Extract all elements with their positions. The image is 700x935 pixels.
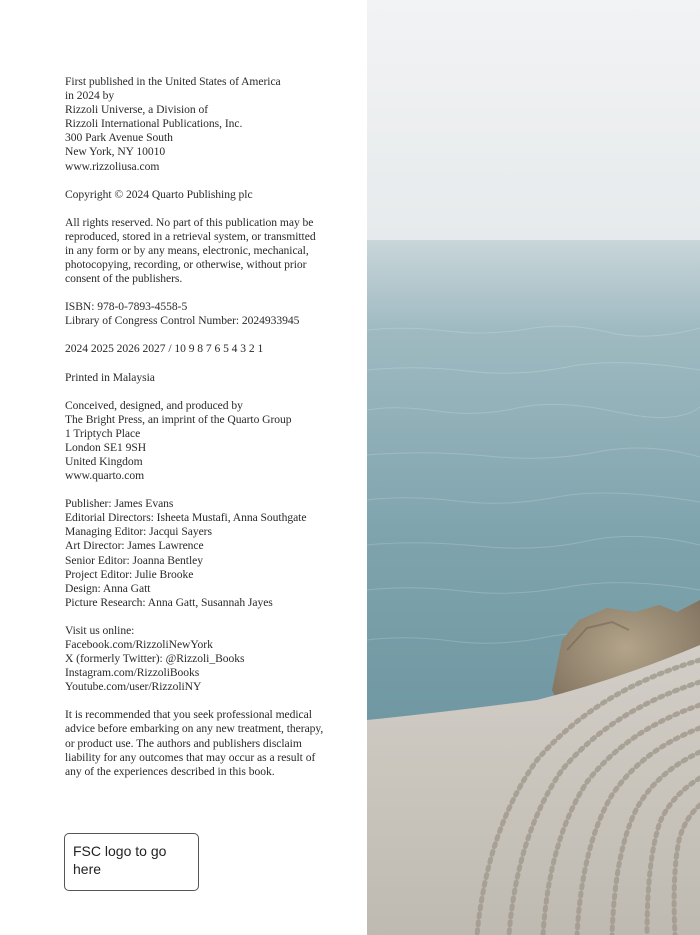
credit-line: Editorial Directors: Isheeta Mustafi, Anna Southgate: [65, 511, 307, 525]
youtube-link: Youtube.com/user/RizzoliNY: [65, 680, 202, 694]
fsc-logo-placeholder: [64, 833, 199, 891]
credit-line: Project Editor: Julie Brooke: [65, 567, 194, 581]
isbn-info: [65, 300, 355, 328]
rights-line: photocopying, recording, or otherwise, without prior: [65, 258, 307, 272]
credit-line: Picture Research: Anna Gatt, Susannah Jayes: [65, 595, 273, 609]
disclaimer-line: advice before embarking on any new treatment, therapy,: [65, 722, 324, 736]
printing-line-block: [65, 342, 355, 356]
medical-disclaimer: [65, 708, 355, 778]
produced-by-line: 1 Triptych Place: [65, 426, 141, 440]
copyright-line: Copyright © 2024 Quarto Publishing plc: [65, 187, 253, 201]
printed-in-block: [65, 371, 355, 385]
fsc-placeholder-line: here: [73, 861, 102, 877]
rights-line: All rights reserved. No part of this publication may be: [65, 215, 314, 229]
copyright-page-text: [65, 75, 355, 793]
rights-notice: [65, 216, 355, 286]
produced-by-line: United Kingdom: [65, 454, 143, 468]
isbn-line: ISBN: 978-0-7893-4558-5: [65, 300, 188, 314]
x-twitter-link: X (formerly Twitter): @Rizzoli_Books: [65, 652, 245, 666]
disclaimer-line: any of the experiences described in this book.: [65, 764, 275, 778]
credits-list: [65, 497, 355, 610]
produced-by-line: Conceived, designed, and produced by: [65, 398, 243, 412]
copyright-notice: [65, 188, 355, 202]
credit-line: Publisher: James Evans: [65, 497, 174, 511]
rights-line: in any form or by any means, electronic, mechanical,: [65, 243, 309, 257]
lccn-line: Library of Congress Control Number: 2024933945: [65, 314, 300, 328]
credit-line: Art Director: James Lawrence: [65, 539, 204, 553]
disclaimer-line: liability for any outcomes that may occur as a result of: [65, 750, 316, 764]
publication-line: 300 Park Avenue South: [65, 131, 173, 145]
produced-by-info: [65, 399, 355, 484]
publisher-url: www.rizzoliusa.com: [65, 159, 160, 173]
photo-illustration: [367, 0, 700, 935]
credit-line: Managing Editor: Jacqui Sayers: [65, 525, 212, 539]
disclaimer-line: or product use. The authors and publishers disclaim: [65, 736, 302, 750]
produced-by-line: London SE1 9SH: [65, 440, 147, 454]
coastal-labyrinth-photo: [367, 0, 700, 935]
facebook-link: Facebook.com/RizzoliNewYork: [65, 638, 213, 651]
printed-in-line: Printed in Malaysia: [65, 370, 155, 384]
quarto-url: www.quarto.com: [65, 469, 145, 483]
printing-line: 2024 2025 2026 2027 / 10 9 8 7 6 5 4 3 2 1: [65, 342, 264, 356]
disclaimer-line: It is recommended that you seek professional medical: [65, 708, 312, 722]
rights-line: consent of the publishers.: [65, 272, 183, 286]
publication-line: in 2024 by: [65, 89, 115, 103]
publication-line: Rizzoli International Publications, Inc.: [65, 117, 243, 131]
publication-line: New York, NY 10010: [65, 145, 166, 159]
produced-by-line: The Bright Press, an imprint of the Quarto Group: [65, 412, 292, 426]
online-links: [65, 624, 355, 694]
online-heading: Visit us online:: [65, 623, 135, 637]
credit-line: Senior Editor: Joanna Bentley: [65, 553, 203, 567]
credit-line: Design: Anna Gatt: [65, 581, 151, 595]
publication-line: Rizzoli Universe, a Division of: [65, 103, 209, 117]
instagram-link: Instagram.com/RizzoliBooks: [65, 666, 200, 680]
rights-line: reproduced, stored in a retrieval system, or transmitted: [65, 229, 316, 243]
fsc-placeholder-line: FSC logo to go: [73, 843, 167, 859]
publication-info: [65, 75, 355, 174]
publication-line: First published in the United States of America: [65, 75, 281, 88]
